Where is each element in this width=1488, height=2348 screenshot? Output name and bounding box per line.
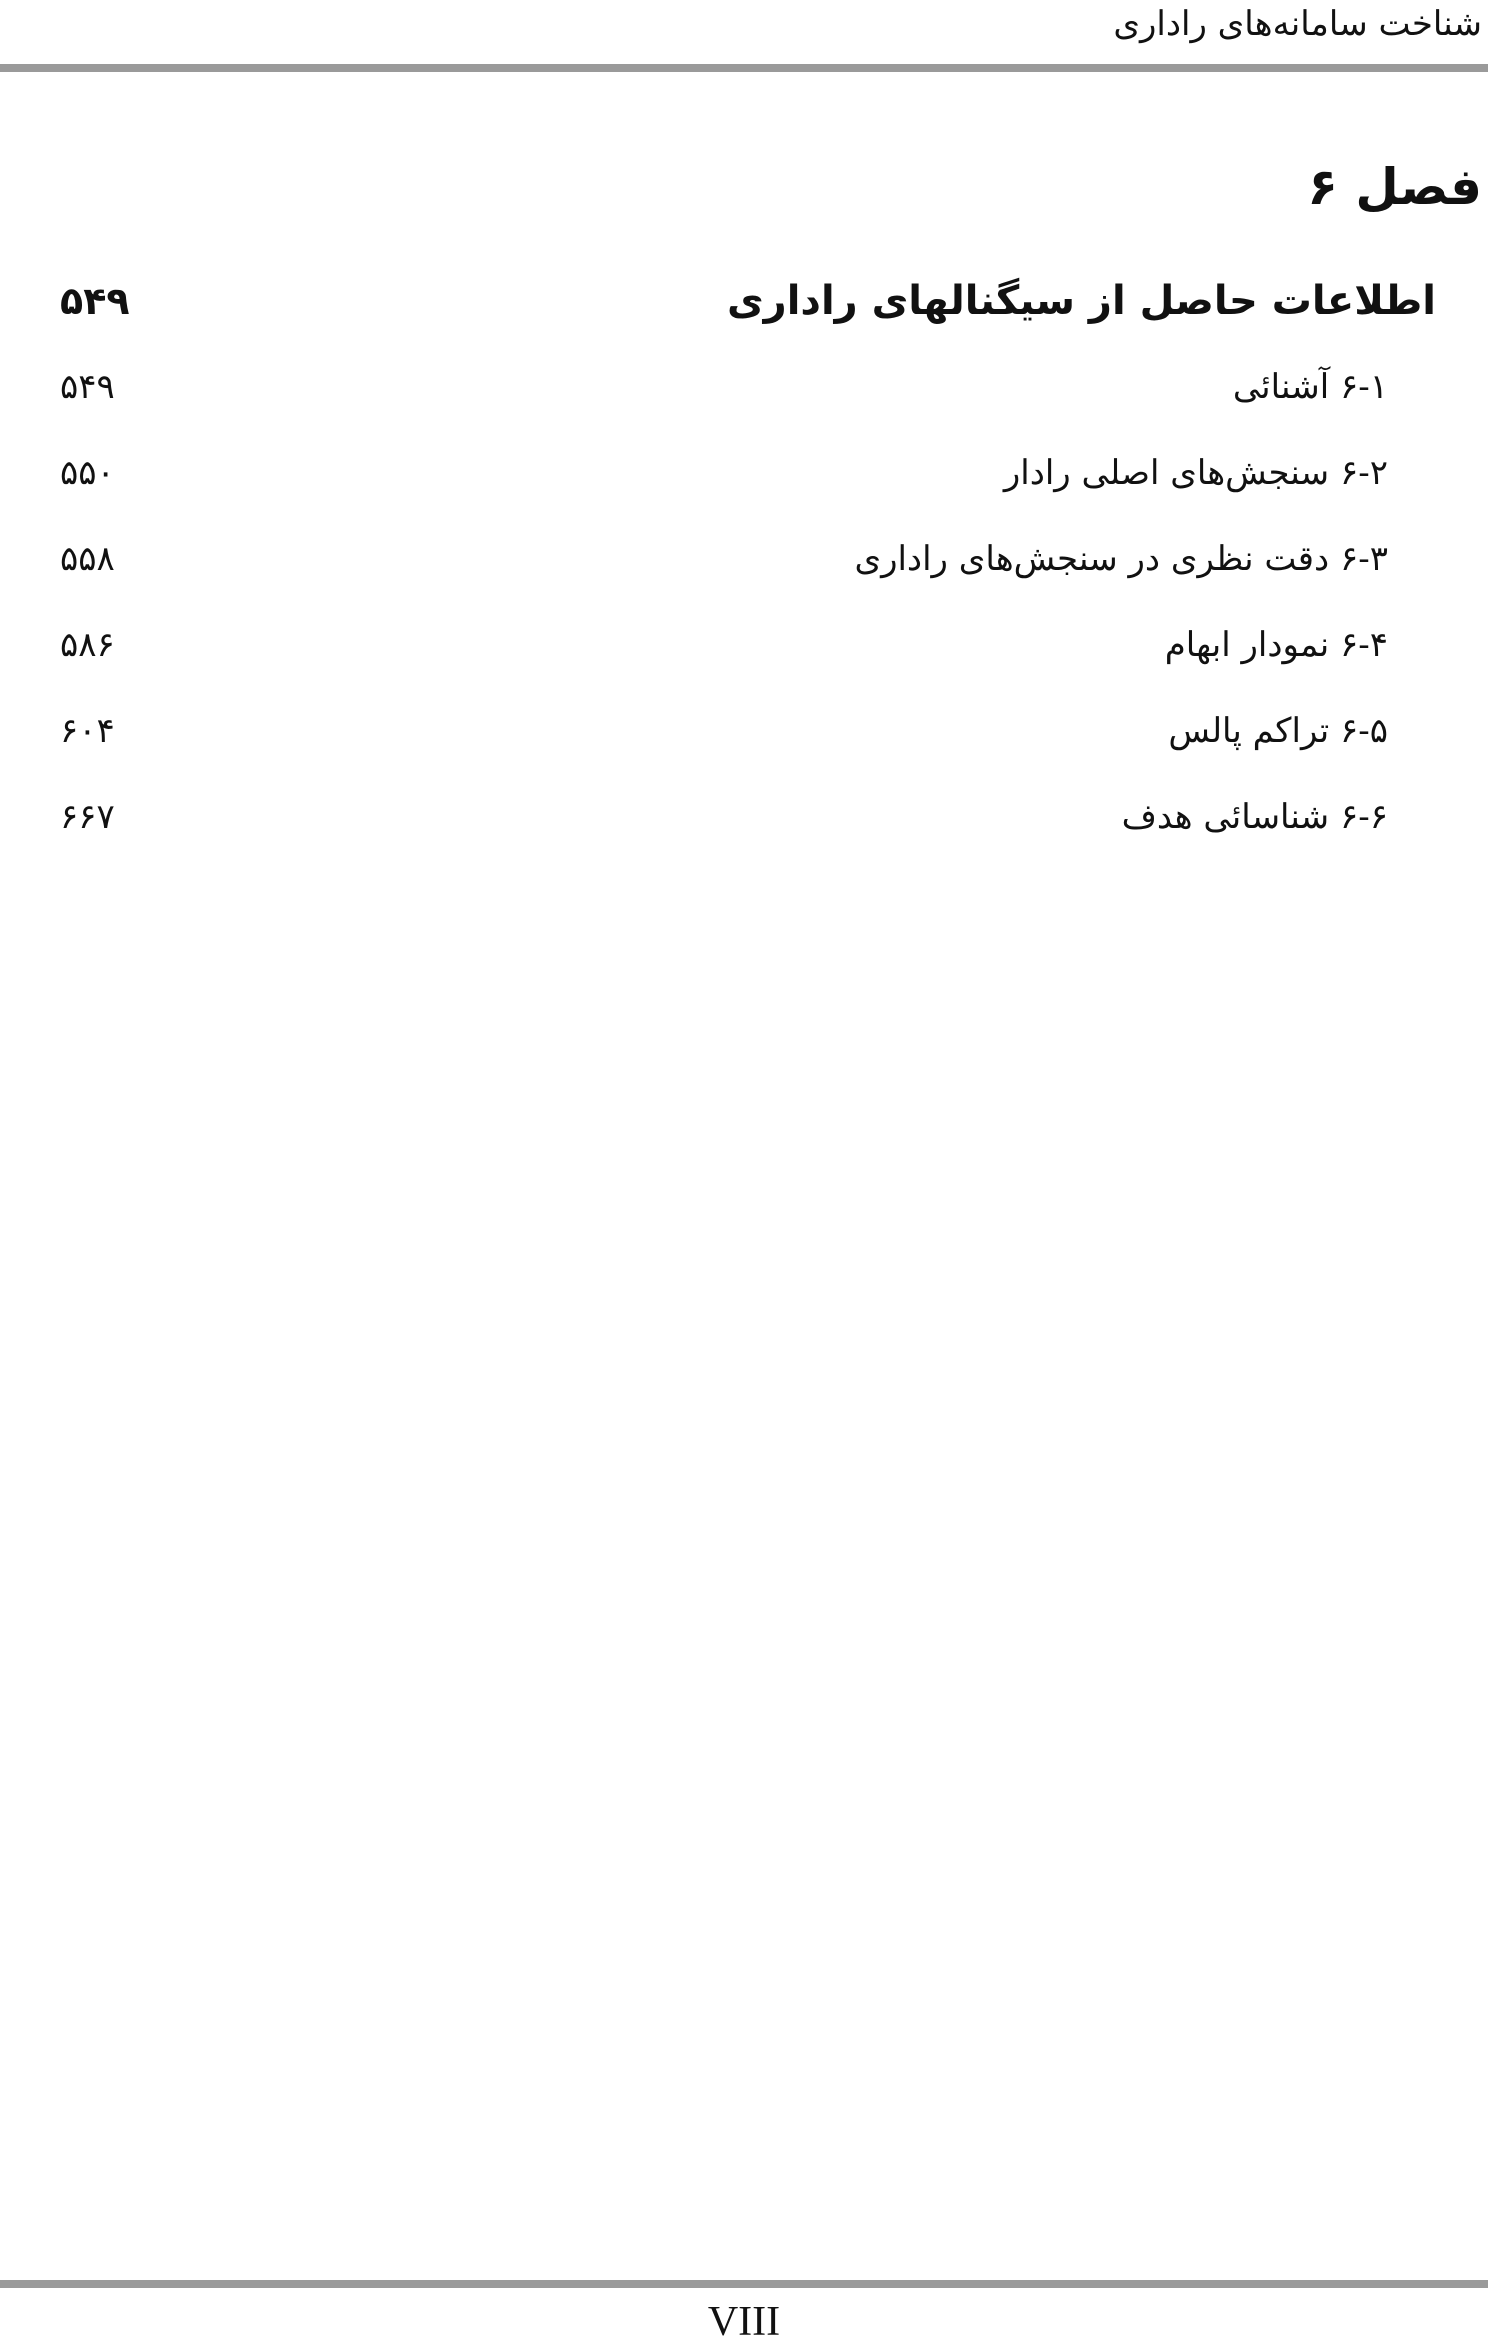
toc-entry-title: اطلاعات حاصل از سیگنالهای راداری <box>727 278 1436 324</box>
toc-row <box>0 606 1488 692</box>
page-number: VIII <box>707 2299 781 2345</box>
running-header: شناخت سامانه‌های راداری <box>1113 4 1482 44</box>
toc-entry-page: ۵۸۶ <box>60 625 115 665</box>
toc-row <box>0 434 1488 520</box>
toc-entry-title: ۶-۳ دقت نظری در سنجش‌های راداری <box>854 539 1388 579</box>
toc-entry-title: ۶-۵ تراکم پالس <box>1168 711 1388 751</box>
toc-entry-page: ۵۵۸ <box>60 539 115 579</box>
toc-entry-title: ۶-۶ شناسائی هدف <box>1121 797 1388 837</box>
toc-entry-title: ۶-۲ سنجش‌های اصلی رادار <box>1003 453 1388 493</box>
toc-row <box>0 348 1488 434</box>
toc-entry-title: ۶-۱ آشنائی <box>1232 367 1388 407</box>
toc-entry-page: ۶۶۷ <box>60 797 115 837</box>
toc-entry-title: ۶-۴ نمودار ابهام <box>1164 625 1388 665</box>
header-rule <box>0 64 1488 72</box>
footer-rule <box>0 2280 1488 2288</box>
toc-entry-page: ۵۵۰ <box>60 453 115 493</box>
toc-row-main <box>0 262 1488 348</box>
toc-row <box>0 692 1488 778</box>
toc-entry-page: ۵۴۹ <box>60 279 130 323</box>
chapter-title: فصل ۶ <box>1307 158 1482 216</box>
toc-row <box>0 778 1488 864</box>
toc-entry-page: ۵۴۹ <box>60 367 115 407</box>
toc-row <box>0 520 1488 606</box>
toc-entry-page: ۶۰۴ <box>60 711 115 751</box>
table-of-contents <box>0 262 1488 864</box>
